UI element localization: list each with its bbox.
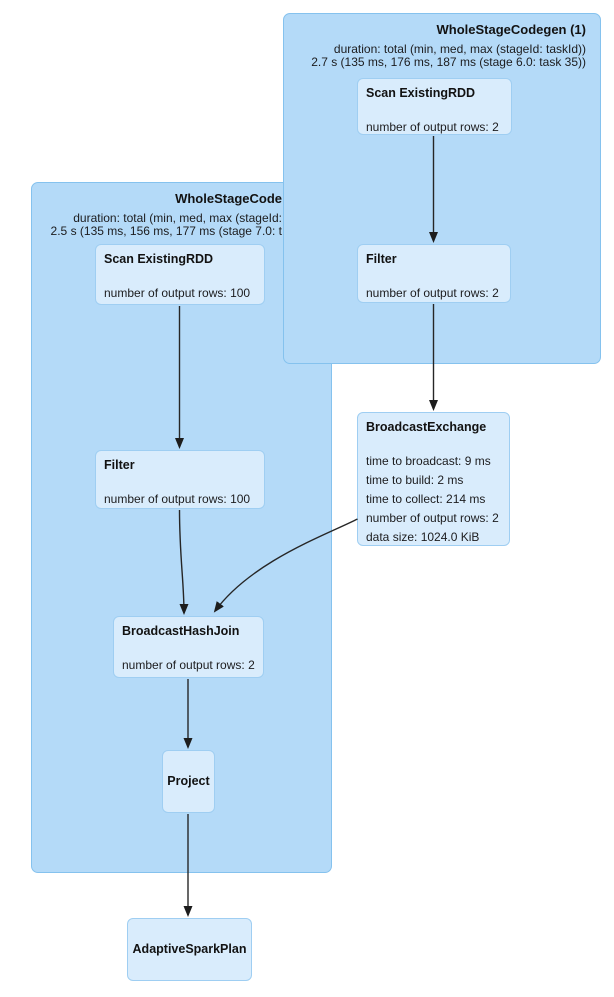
plan-node-filter-1 xyxy=(357,244,511,303)
node-title: Scan ExistingRDD xyxy=(104,252,214,266)
cluster-wholestagecodegen-1-duration xyxy=(311,43,586,69)
cluster-wholestagecodegen-1-title: WholeStageCodegen (1) xyxy=(436,22,586,37)
node-metric: number of output rows: 100 xyxy=(104,492,251,506)
plan-node-scan-existingrdd-2 xyxy=(95,244,265,305)
node-title: BroadcastHashJoin xyxy=(122,624,240,638)
cluster-wholestagecodegen-1 xyxy=(283,13,601,364)
node-title: Scan ExistingRDD xyxy=(366,86,476,100)
node-metric: number of output rows: 2 xyxy=(122,658,255,672)
plan-node-project xyxy=(162,750,215,813)
node-metric: number of output rows: 2 xyxy=(366,120,499,134)
duration-label: duration: total (min, med, max (stageId: taskId)) xyxy=(333,42,586,56)
node-title: Filter xyxy=(104,458,135,472)
node-metric: number of output rows: 2 xyxy=(366,511,499,525)
node-metric: time to broadcast: 9 ms xyxy=(366,454,491,468)
node-title: Filter xyxy=(366,252,397,266)
node-metric: number of output rows: 2 xyxy=(366,286,499,300)
node-title: AdaptiveSparkPlan xyxy=(132,942,247,956)
node-metric: time to build: 2 ms xyxy=(366,473,464,487)
node-title: BroadcastExchange xyxy=(366,420,487,434)
plan-node-adaptivesparkplan xyxy=(127,918,252,981)
plan-node-filter-2 xyxy=(95,450,265,509)
cluster-wholestagecodegen-2-duration xyxy=(51,212,282,238)
node-metric: data size: 1024.0 KiB xyxy=(366,530,480,544)
plan-node-broadcasthashjoin xyxy=(113,616,264,678)
node-title: Project xyxy=(167,774,210,788)
duration-value: 2.7 s (135 ms, 176 ms, 187 ms (stage 6.0: task 35)) xyxy=(311,55,586,69)
node-metric: time to collect: 214 ms xyxy=(366,492,486,506)
cluster-wholestagecodegen-2-title: WholeStageCode xyxy=(175,191,282,206)
node-metric: number of output rows: 100 xyxy=(104,286,251,300)
plan-node-broadcastexchange xyxy=(357,412,510,546)
duration-label: duration: total (min, med, max (stageId: xyxy=(73,211,282,225)
plan-node-scan-existingrdd-1 xyxy=(357,78,512,135)
duration-value: 2.5 s (135 ms, 156 ms, 177 ms (stage 7.0: t xyxy=(50,224,282,238)
